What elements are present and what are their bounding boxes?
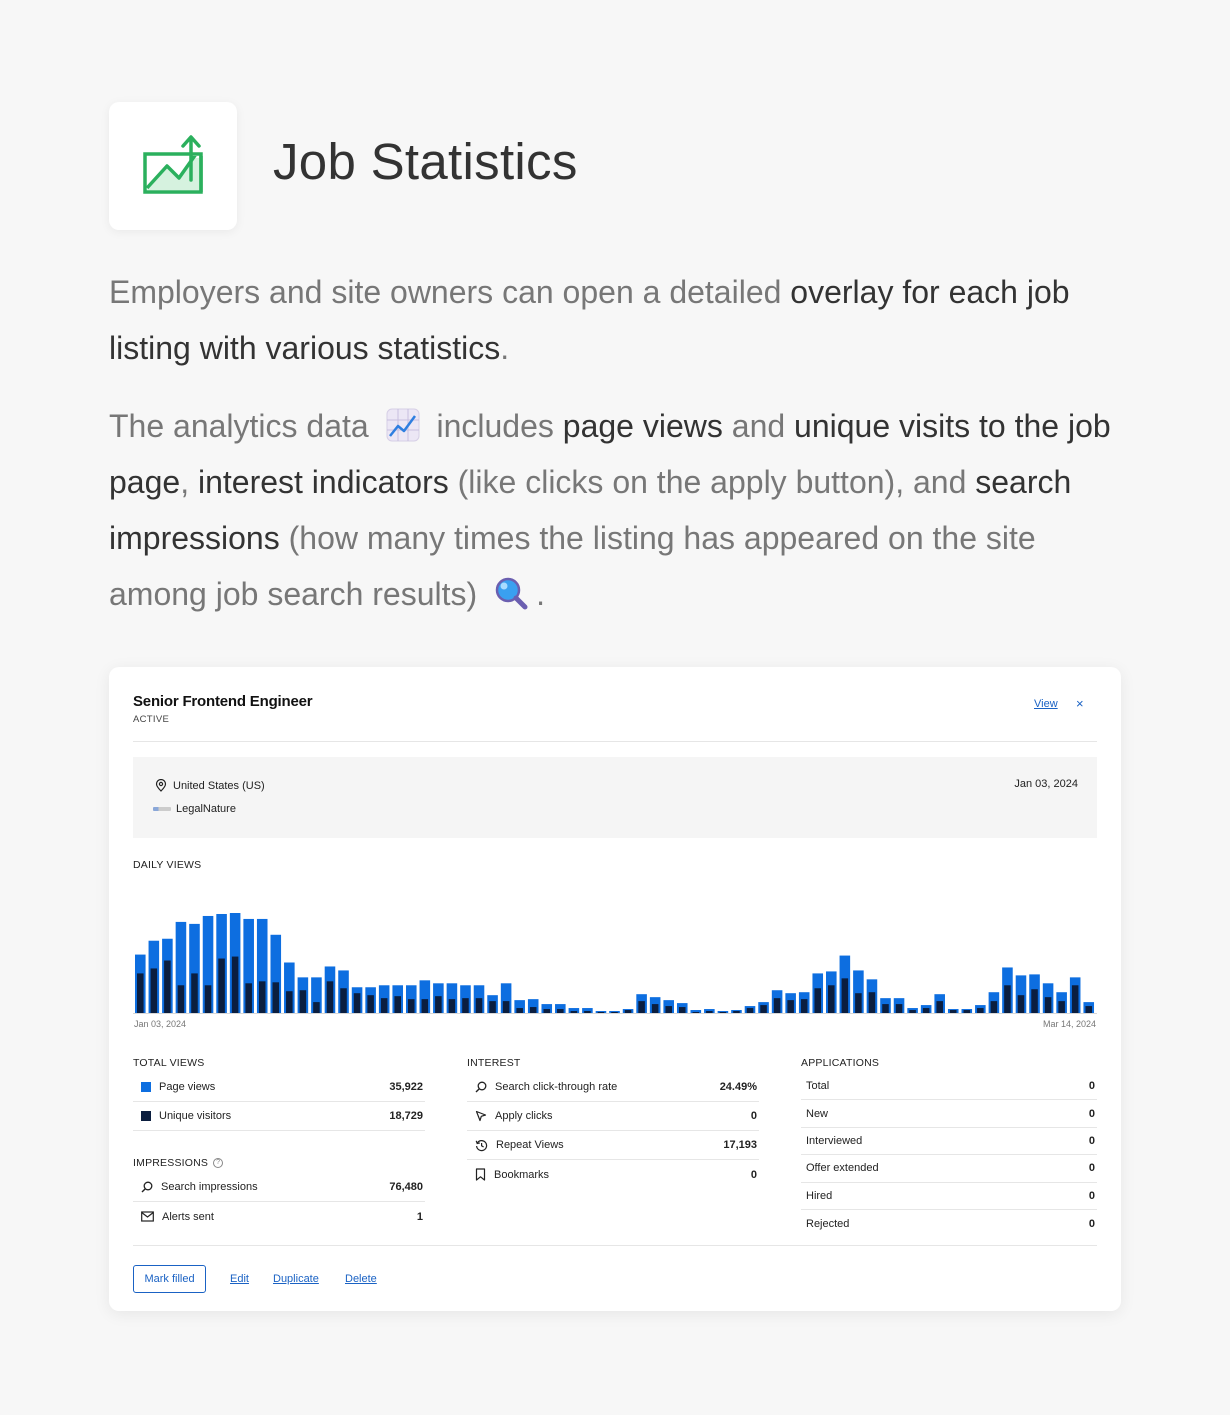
- unique-visitors-bar[interactable]: [300, 990, 307, 1013]
- body-text: .: [500, 330, 510, 366]
- body-text: The analytics data: [109, 408, 378, 444]
- chart-increasing-emoji: [386, 408, 420, 442]
- unique-visitors-bar[interactable]: [1072, 985, 1079, 1013]
- unique-visitors-bar[interactable]: [1085, 1006, 1092, 1013]
- unique-visitors-bar[interactable]: [693, 1012, 700, 1013]
- unique-visitors-bar[interactable]: [516, 1008, 523, 1013]
- magnifying-glass-emoji: [494, 576, 528, 610]
- cursor-icon: [475, 1110, 487, 1122]
- unique-visitors-bar[interactable]: [313, 1002, 320, 1013]
- stat-row-rejected: Rejected 0: [806, 1217, 1095, 1230]
- unique-visitors-bar[interactable]: [394, 996, 401, 1013]
- body-text: (how many times the listing has appeared on the site among job search results): [109, 520, 1036, 612]
- unique-visitors-bar[interactable]: [652, 1004, 659, 1013]
- unique-visitors-swatch: [141, 1111, 151, 1121]
- stat-row-unique-visitors: Unique visitors 18,729: [133, 1102, 425, 1131]
- unique-visitors-bar[interactable]: [1058, 1001, 1065, 1013]
- unique-visitors-bar[interactable]: [557, 1009, 564, 1013]
- unique-visitors-bar[interactable]: [408, 999, 415, 1013]
- unique-visitors-bar[interactable]: [801, 999, 808, 1013]
- body-text: and: [722, 408, 795, 444]
- job-title: Senior Frontend Engineer: [133, 693, 313, 710]
- unique-visitors-bar[interactable]: [543, 1009, 550, 1013]
- chart-start-date: Jan 03, 2024: [134, 1019, 187, 1029]
- unique-visitors-bar[interactable]: [760, 1005, 767, 1013]
- unique-visitors-bar[interactable]: [584, 1011, 591, 1013]
- unique-visitors-bar[interactable]: [977, 1008, 984, 1013]
- unique-visitors-bar[interactable]: [151, 968, 158, 1013]
- unique-visitors-bar[interactable]: [530, 1007, 537, 1013]
- unique-visitors-bar[interactable]: [598, 1012, 605, 1013]
- unique-visitors-bar[interactable]: [842, 978, 849, 1013]
- body-text: includes: [427, 408, 563, 444]
- unique-visitors-bar[interactable]: [462, 998, 469, 1013]
- history-icon: [475, 1139, 488, 1152]
- views-column: [133, 1053, 425, 1231]
- unique-visitors-bar[interactable]: [1045, 997, 1052, 1013]
- stat-row-offer-extended: Offer extended 0: [801, 1155, 1097, 1182]
- unique-visitors-bar[interactable]: [286, 991, 293, 1013]
- view-link[interactable]: View: [1034, 698, 1058, 710]
- emphasis-text: interest indicators: [197, 464, 449, 500]
- unique-visitors-bar[interactable]: [422, 999, 429, 1013]
- unique-visitors-bar[interactable]: [1004, 985, 1011, 1013]
- company-name: LegalNature: [176, 803, 236, 815]
- unique-visitors-bar[interactable]: [354, 993, 361, 1013]
- unique-visitors-bar[interactable]: [449, 999, 456, 1013]
- stat-row-apply-clicks: Apply clicks 0: [467, 1102, 759, 1131]
- unique-visitors-bar[interactable]: [896, 1004, 903, 1013]
- company: [153, 803, 236, 815]
- impressions-title: IMPRESSIONS ?: [133, 1153, 425, 1173]
- description-paragraph-1: [109, 264, 1129, 376]
- unique-visitors-bar[interactable]: [611, 1012, 618, 1013]
- unique-visitors-bar[interactable]: [720, 1012, 727, 1013]
- unique-visitors-bar[interactable]: [991, 1001, 998, 1013]
- search-icon: [475, 1081, 487, 1093]
- unique-visitors-bar[interactable]: [814, 988, 821, 1013]
- unique-visitors-bar[interactable]: [774, 998, 781, 1013]
- stat-row-total: Total 0: [801, 1073, 1097, 1100]
- posted-date: Jan 03, 2024: [1014, 778, 1078, 790]
- applications-title: APPLICATIONS: [801, 1057, 880, 1069]
- stat-row-new: New 0: [801, 1100, 1097, 1127]
- body-text: (like clicks on the apply button), and: [448, 464, 976, 500]
- unique-visitors-bar[interactable]: [706, 1011, 713, 1013]
- unique-visitors-bar[interactable]: [503, 1001, 510, 1013]
- emphasis-text: search impressions: [109, 464, 1072, 556]
- stat-row-bookmarks: Bookmarks 0: [467, 1160, 759, 1189]
- unique-visitors-bar[interactable]: [205, 985, 212, 1013]
- stat-row-page-views: Page views 35,922: [133, 1073, 425, 1102]
- unique-visitors-bar[interactable]: [787, 1000, 794, 1013]
- interest-title: INTEREST: [467, 1057, 521, 1069]
- description-paragraph-2: [109, 398, 1129, 622]
- body-text: .: [536, 576, 545, 612]
- delete-link[interactable]: Delete: [345, 1273, 377, 1285]
- applications-column: [801, 1053, 1097, 1237]
- unique-visitors-bar[interactable]: [245, 983, 252, 1013]
- unique-visitors-bar[interactable]: [909, 1010, 916, 1013]
- divider: [133, 1245, 1097, 1246]
- unique-visitors-bar[interactable]: [191, 973, 198, 1013]
- unique-visitors-bar[interactable]: [489, 1001, 496, 1013]
- unique-visitors-bar[interactable]: [638, 1001, 645, 1013]
- unique-visitors-bar[interactable]: [381, 998, 388, 1013]
- company-logo: [153, 807, 171, 811]
- unique-visitors-bar[interactable]: [936, 1001, 943, 1013]
- unique-visitors-bar[interactable]: [327, 981, 334, 1013]
- unique-visitors-bar[interactable]: [964, 1010, 971, 1013]
- job-info-box: [133, 757, 1097, 838]
- stat-row-interviewed: Interviewed 0: [801, 1128, 1097, 1155]
- help-icon[interactable]: ?: [213, 1158, 223, 1168]
- edit-link[interactable]: Edit: [230, 1273, 249, 1285]
- duplicate-link[interactable]: Duplicate: [273, 1273, 319, 1285]
- stat-row-alerts-sent: Alerts sent 1: [133, 1202, 425, 1231]
- stat-row-ctr: Search click-through rate 24.49%: [467, 1073, 759, 1102]
- daily-views-chart: [133, 905, 1097, 1015]
- search-icon: [141, 1181, 153, 1193]
- unique-visitors-bar[interactable]: [1031, 989, 1038, 1013]
- chart-title: DAILY VIEWS: [133, 859, 202, 871]
- unique-visitors-bar[interactable]: [1018, 995, 1025, 1013]
- chart-end-date: Mar 14, 2024: [1042, 1019, 1096, 1029]
- unique-visitors-bar[interactable]: [178, 985, 185, 1013]
- location-text: United States (US): [173, 779, 265, 792]
- unique-visitors-bar[interactable]: [665, 1006, 672, 1013]
- body-text: Employers and site owners can open a detailed: [109, 274, 791, 310]
- location: [155, 779, 265, 792]
- unique-visitors-bar[interactable]: [259, 981, 266, 1013]
- unique-visitors-bar[interactable]: [828, 985, 835, 1013]
- divider: [133, 741, 1097, 742]
- unique-visitors-bar[interactable]: [882, 1004, 889, 1013]
- unique-visitors-bar[interactable]: [950, 1010, 957, 1013]
- unique-visitors-bar[interactable]: [137, 973, 144, 1013]
- unique-visitors-bar[interactable]: [923, 1008, 930, 1013]
- envelope-icon: [141, 1211, 154, 1222]
- unique-visitors-bar[interactable]: [733, 1011, 740, 1013]
- unique-visitors-bar[interactable]: [273, 982, 280, 1013]
- page-title: Job Statistics: [273, 133, 578, 190]
- map-pin-icon: [155, 779, 167, 792]
- unique-visitors-bar[interactable]: [747, 1008, 754, 1013]
- stat-row-search-impressions: Search impressions 76,480: [133, 1173, 425, 1202]
- job-status: ACTIVE: [133, 714, 170, 725]
- close-icon[interactable]: ×: [1076, 696, 1084, 711]
- unique-visitors-bar[interactable]: [232, 957, 239, 1013]
- unique-visitors-bar[interactable]: [367, 995, 374, 1013]
- body-text: ,: [180, 464, 198, 500]
- unique-visitors-bar[interactable]: [340, 988, 347, 1013]
- bookmark-icon: [475, 1168, 486, 1181]
- page-views-swatch: [141, 1082, 151, 1092]
- unique-visitors-bar[interactable]: [625, 1010, 632, 1013]
- total-views-title: TOTAL VIEWS: [133, 1057, 205, 1069]
- unique-visitors-bar[interactable]: [435, 996, 442, 1013]
- unique-visitors-bar[interactable]: [164, 961, 171, 1013]
- stat-row-repeat-views: Repeat Views 17,193: [467, 1131, 759, 1160]
- hero-icon-container: [109, 102, 237, 230]
- interest-column: [467, 1053, 759, 1189]
- unique-visitors-bar[interactable]: [869, 992, 876, 1013]
- job-stats-overlay: [109, 667, 1121, 1311]
- unique-visitors-bar[interactable]: [571, 1011, 578, 1013]
- unique-visitors-bar[interactable]: [218, 959, 225, 1013]
- emphasis-text: page views: [562, 408, 723, 444]
- unique-visitors-bar[interactable]: [476, 998, 483, 1013]
- trending-up-chart-icon: [139, 132, 207, 200]
- unique-visitors-bar[interactable]: [855, 993, 862, 1013]
- stat-row-hired: Hired 0: [801, 1183, 1097, 1210]
- emphasis-text: overlay for each job listing with various statistics: [109, 274, 1070, 366]
- mark-filled-button[interactable]: Mark filled: [133, 1265, 206, 1293]
- unique-visitors-bar[interactable]: [679, 1007, 686, 1013]
- emphasis-text: unique visits to the job page: [109, 408, 1111, 500]
